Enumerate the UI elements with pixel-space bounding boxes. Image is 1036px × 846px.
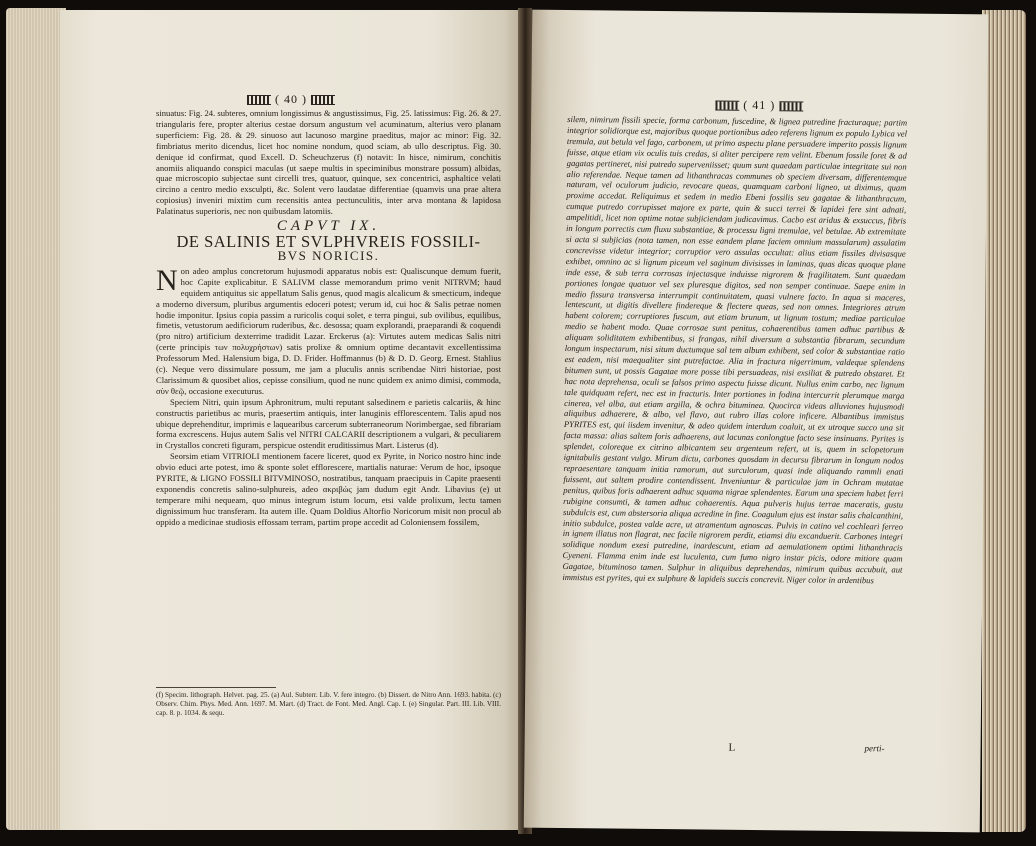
paragraph-text: on adeo amplus concretorum hujusmodi apparatus nobis est: Qualiscunque demum fuerit, hoc Capite explicabitur. E SALIVM classe memorandum primo venit NITRVM; haud equidem antiquitus sic appellatum Salis genus, quod magis alcalicum & smecticum, indeque a moderno diversum, pluribus argumentis edoceri potest; verum id, cui hoc & Salis petrae nomen hodie imponitur. Ipsius copia passim a ruricolis coqui solet, e terra pingui, sub ovilibus, equilibus, fimetis, vetustorum aedificiorum ruderibus, &c. desossa; quam explorandi, praeparandi & coquendi (pro nitro) artificium dexterrime tradidit Lazar. Erckerus (a): Virtutes autem medicas Salis nitri (certe principis των πολυχρήστων) satis prolixe & omnium optime decantavit excellentissima Professorum Med. Halensium biga, D. D. Frider. Hoffmannus (b) & D. D. Georg. Ernest. Stahlius (c). Neque vero dissimulare possum, me jam a pluculis annis scribendae Nitri historiae, post Clarissimum & quosibet alios, cepisse consilium, quod ne nunc quidem ex animo dimisi, commoda, σὺν θεῷ, occasione executurus.	[156, 265, 501, 396]
drop-cap: N	[156, 263, 178, 297]
paragraph: sinuatus: Fig. 24. subteres, omnium longissimus & angustissimus, Fig. 25. latissimus: Fig. 26. & 27. triangularis fere, propter alterius cestae dorsum angustum vel acuminatum, alterius vero planam superficiem: Fig. 28. & 29. sinuoso aut lacunoso margine praeditus, major ac minor: Fig. 32. fimbriatus merito dicendus, licet hoc nomine nondum, quod sciam, ab ullo descriptus. Fig. 30. denique id confirmat, quod Excell. D. Scheuchzerus (f) notavit: In hisce, nimirum, conchitis anomiis aliquando conspici maculas (ut saepe multis in speciminibus monstrare possum) albidas, quae microscopio subjectae sunt circelli tres, quatuor, quinque, sex concentrici, asphaltice velati circino a centro medio exsculpti, &c. Solent vero laudatae differentiae (quamvis una prae altera copiosius) inveniri mixtim cum recensitis antea pectunculitis, inter arva montana & lapidosa Palatinatus superioris, nec non quibusdam latomiis.	[156, 108, 501, 217]
right-page-edges	[982, 10, 1026, 832]
ornament-icon	[311, 95, 335, 105]
chapter-title-line2: BVS NORICIS.	[277, 247, 380, 263]
paragraph: Seorsim etiam VITRIOLI mentionem facere liceret, quod ex Pyrite, in Norico nostro hinc inde obvio educi arte potest, imo & sponte solet efflorescere, martialis naturae: Verum de hoc, ipsoque PYRITE, & LIGNO FOSSILI BITVMINOSO, nostratibus, tanquam praecipuis in Capite praesenti exponendis concretis salino-sulphureis, adeo ακριβώς jam dudum egit Andr. Libavius (e) ut temperare mihi nequeam, quo minus integrum istum locum, etsi valde prolixum, lectu tamen dignissimum huc transferam. Ita autem ille. Quam Doldius Altorfio Noricorum misit non procul ab oppido a medicinae studiosis effossam terram, partim prope accedit ad Coloniensem fossilem,	[156, 451, 501, 527]
left-page-body	[156, 108, 501, 528]
paragraph: Speciem Nitri, quin ipsum Aphronitrum, multi reputant salsedinem e parietis calcariis, & hinc constructis parietibus ac muris, praesertim antiquis, inter lanuginis efflorescentem. Talis apud nos ubique deprehenditur, imprimis e laquearibus carcerum subterraneorum Norimbergae, sed fibrariam forma excrescens. Hujus autem Salis vel NITRI CALCARII descriptionem a vulgari, & peculiarem in Crystallos concreti figuram, perspicue ostendit eruditissimus Mart. Listerus (d).	[156, 396, 501, 451]
paragraph: silem, nimirum fissili specie, forma carbonum, fuscedine, & lignea putredine fracturaque; partim integrior solidiorque est, majoribus quoque portionibus adeo referens lignum ex populo Lybica vel tremula, aut betula vel fago, carbonem, ut primo aspectu plane persuadere imperito possis lignum fuisse, atque etiam vix oculis tuis credas, si aliter percipere rem velint. Ebenum fossile foret & ad gagatas pertineret, nisi putredo superveniisset; quum sunt quaedam particulae integritate sui non alio referendae. Neque tamen ad lithanthracas communes ob speciem diversam, differentemque naturam, vel oculorum judicio, revocare queas, quamquam carboni ligneo, ut diximus, quam proxime accedat. Reliquimus et sedem in medio Ebeni fossilis seu gagatae & lithanthracum, cumque putredo corrupisset majore ex parte, quin & succi terrei & lapidei fere sint adnati, ampelitidi, licet non optime notae subjiciendam judicavimus. Cacbo est aridus & exsuccus, fibris in longum porrectis cum fluxu substantiae, & processu ligni tremulae, vel betulae. Ab extremitate si acta si subjicias (nota tamen, non esse eandem plane faciem omnium massularum) assulatim concrevisse videtur integrior; corruptior vero assulas occultat: alius etiam fissiles divisasque exhibet, omnino ac si lignum piceum vel saginum divisisses in laminas, quas dicas quoque plane inde esse, & sub terra corrosas injectasque induisse nigrorem & fragilitatem. Sunt quaedam portiones longae quatuor vel sex pluresque digitos, sed non semper continuae. Saepe enim in medio fissura transversa interrumpit continuitatem, quasi vulnere facto. In aqua si maceres, lentescunt, ut digitis divellere findereque & flectere queas, sed non omnes. Integriores atrum habent colorem; corruptiores fuscum, aut etiam brunum, ut lignum tostum; mediae particulae medio se habent modo. Quae corrosae sunt penitus, cohaerentibus tamen adhuc partibus & aliquam soliditatem exhibentibus, si frangas, nihil diversum a substantia fibrarum, secundum longum inspectarum, nisi situm ductumque sal tem album exhibent, sed color & substantiae ratio est eadem, nisi maequaliter sint putrefactae. Alia in fractura nigerrimum, valdeque splendens bitumen sunt, ut possis Gagatae more posse tibi persuadeas, nisi exsiliat & putredo obstaret. Et hac nota deprehensa, oculi se falsos primo aspectu fuisse dicunt. Nullus enim carbo, nec lignum tale quidquam refert, nec est in fracturis. Inter portiones in fodina intercurrit plerumque marga cinerea, vel alba, aut etiam argilla, & ochra bituminea. Quocirca videas alluviones hujusmodi aliquibus adhaerere, & albo, vel flavo, aut rubro illas colore inficere. Albantibus immistus PYRITES est, qui iisdem invenitur, & adeo quidem interdum coaluit, ut ex utroque succo una sit facta massa: alias saltem foris adhaerens, aut lacunas conlongtue facto sese insinuans. Pyrites is splendet, coloreque ex citrino albicantem seu argenteum refert, ut is, quem in sclopetorum ignitabulis gestant vulgo. Mirum dictu, carbones quosdam in decursu fibrarum in longum nodos repraesentare tanquam initia ramorum, aut surculorum, quasi inde aliquando rammli enati fuissent, aut saltem prodire contendissent. Inveniuntur & particulae jam in Ochram mutatae penitus, quibus foris adhaerent adhuc squama nigrae splendentes. Earum una speciem habet ferri rubigine consumti, & tamen adhuc cohaerentis. Aqua pulveris hujus terrae maceratis, gustu subdulcis est, cum abstersoria aliqua acredine in fine. Coagulum ejus est instar salis chalcanthini, initio subdulce, postea valde acre, ut atramentum agnoscas. Pulvis in catino vel cochleari ferreo in ignem illatus non flagrat, nec facile nigrorem perdit, etiamsi diu excanduerit. Carbones integri solidique nondum exesi putredine, inardescunt, etiam ad aemulationem optimi lithanthracis Cyeneni. Flamma enim inde est luculenta, cum fumo nigro instar picis, odore mitiore quam Gagatae, bituminoso tamen. Sulphur in aliquibus deprehendas, nimirum quibus accubuit, aut immistus est pyrites, qui ex sulphure & lapideis succis concrevit. Niger color in ardentibus	[562, 114, 908, 586]
left-page-header	[60, 92, 522, 107]
left-page-number: ( 40 )	[275, 92, 307, 106]
footnotes: (f) Specim. lithograph. Helvet. pag. 25. (a) Aul. Subterr. Lib. V. fere integro. (b) Dissert. de Nitro Ann. 1693. habita. (c) Observ. Chim. Phys. Med. Ann. 1697. M. Mart. (d) Tract. de Font. Med. Angl. Cap. I. (e) Singular. Part. III. Lib. VIII. cap. 8. p. 1034. & sequ.	[156, 691, 501, 718]
signature-mark: L	[728, 741, 736, 754]
footnote-rule	[156, 687, 276, 688]
right-page	[524, 10, 989, 833]
right-page-header	[531, 96, 987, 116]
ornament-icon	[715, 101, 739, 111]
right-page-body	[562, 114, 907, 587]
catchword: perti-	[864, 743, 885, 754]
left-page-edges	[6, 8, 66, 830]
ornament-icon	[779, 101, 803, 111]
ornament-icon	[247, 95, 271, 105]
right-page-number: ( 41 )	[743, 97, 776, 113]
chapter-title-line1: DE SALINIS ET SVLPHVREIS FOSSILI-	[176, 231, 481, 251]
left-page	[60, 10, 522, 830]
paragraph	[156, 263, 501, 397]
chapter-heading: CAPVT IX.	[276, 218, 381, 235]
